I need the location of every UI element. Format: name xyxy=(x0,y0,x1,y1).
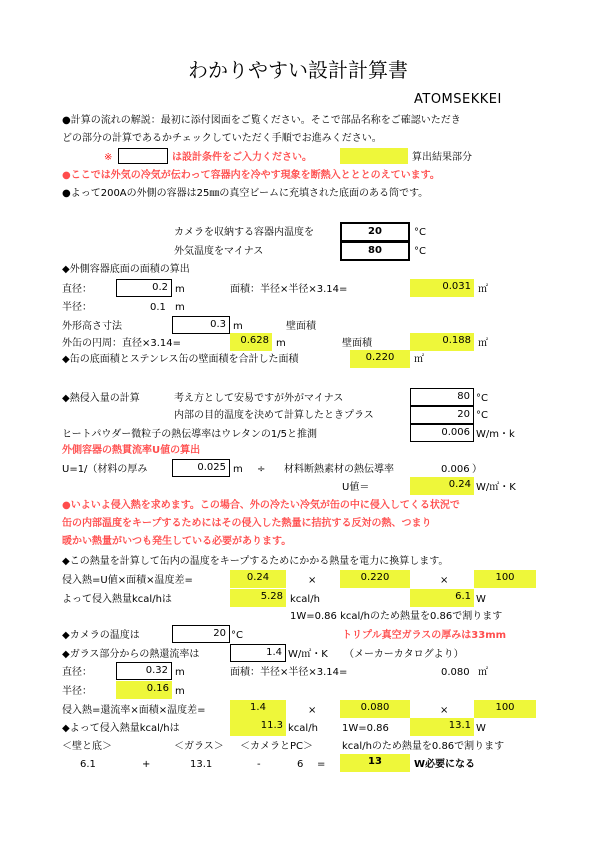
outer-temp-field[interactable]: 80 xyxy=(410,388,474,406)
legend-input-sample xyxy=(118,148,168,164)
legend-result-text: 算出結果部分 xyxy=(412,152,472,163)
wall-area-unit: ㎡ xyxy=(478,338,488,349)
intrusion-note-1: ●いよいよ侵入熱を求めます。この場合、外の冷たい冷気が缶の中に侵入してくる状況で xyxy=(62,500,460,511)
calc2-times-1: × xyxy=(308,705,317,716)
radius-unit: m xyxy=(175,302,185,313)
camera-temp-unit: °C xyxy=(231,630,243,641)
intrusion-note-3: 暖かい熱量がいつも発生している必要があります。 xyxy=(62,536,292,547)
calc1-dt: 100 xyxy=(474,570,536,588)
calc1-kcal: 5.28 xyxy=(230,589,286,607)
wall-area-heading: 壁面積 xyxy=(286,321,316,332)
u-value-result: 0.24 xyxy=(410,477,474,495)
inner-temp-unit: °C xyxy=(414,227,426,238)
calc2-conversion: 1W=0.86 xyxy=(342,723,389,734)
glass-area-value: 0.080 xyxy=(441,667,470,678)
intro-line-2: どの部分の計算であるかチェックしていただく手順でお進みください。 xyxy=(62,133,382,144)
calc2-kcal: 11.3 xyxy=(230,718,286,736)
camera-temp-label: ◆カメラの温度は xyxy=(62,630,140,641)
area-heading: ◆外側容器底面の面積の算出 xyxy=(62,264,190,275)
conductivity-note: ヒートパウダー微粒子の熱伝導率はウレタンの1/5と推測 xyxy=(62,429,317,440)
wall-area-result: 0.188 xyxy=(410,333,474,351)
summary-camera-header: ＜カメラとPC＞ xyxy=(240,741,314,752)
diameter-label: 直径： xyxy=(62,284,92,295)
material-label: 材料断熱素材の熱伝導率 xyxy=(284,464,394,475)
red-note: ●ここでは外気の冷気が伝わって容器内を冷やす現象を断熱入とととのえています。 xyxy=(62,170,440,181)
glass-radius-unit: m xyxy=(175,686,185,697)
glass-diameter-input[interactable]: 0.32 xyxy=(116,662,172,680)
calc1-area: 0.220 xyxy=(340,570,410,588)
divide-sign: ÷ xyxy=(257,464,266,475)
bottom-area-result: 0.031 xyxy=(410,279,474,297)
u-formula: U=1/（材料の厚み xyxy=(62,464,148,475)
calc2-result-label: ◆よって侵入熱量kcal/hは xyxy=(62,723,180,734)
outer-temp-unit: °C xyxy=(414,246,426,257)
calc2-kcal-unit: kcal/h xyxy=(288,723,318,734)
summary-glass-header: ＜ガラス＞ xyxy=(174,741,224,752)
glass-heading: ◆ガラス部分からの熱還流率は xyxy=(62,649,200,660)
total-area-result: 0.220 xyxy=(350,350,410,368)
height-input[interactable]: 0.3 xyxy=(172,316,230,334)
glass-area-formula: 面積：半径×半径×3.14= xyxy=(230,667,348,678)
radius-label: 半径： xyxy=(62,302,92,313)
u-value-label: U値＝ xyxy=(342,482,370,493)
bottom-area-unit: ㎡ xyxy=(478,284,488,295)
thickness-input[interactable]: 0.025 xyxy=(172,459,230,477)
inner-temp-field[interactable]: 20 xyxy=(410,406,474,424)
bottom-area-formula: 面積：半径×半径×3.14= xyxy=(230,284,348,295)
outer-temp-input[interactable]: 80 xyxy=(340,241,410,261)
glass-intrusion-formula: 侵入熱=還流率×面積×温度差= xyxy=(62,705,206,716)
diameter-input[interactable]: 0.2 xyxy=(116,279,172,297)
glass-k-input[interactable]: 1.4 xyxy=(230,644,286,662)
summary-result: W必要になる xyxy=(414,759,476,770)
material-value: 0.006 xyxy=(441,464,470,475)
radius-value: 0.1 xyxy=(150,302,166,313)
legend-input-text: は設計条件をご入力ください。 xyxy=(172,152,312,163)
height-unit: m xyxy=(233,321,243,332)
case-description: ●よって200Aの外側の容器は25㎜の真空ビームに充填された底面のある筒です。 xyxy=(62,188,429,199)
circumference-result: 0.628 xyxy=(230,333,272,351)
conductivity-unit: W/m・k xyxy=(476,429,515,440)
calc2-dt: 100 xyxy=(474,700,536,718)
wall-area-label: 壁面積 xyxy=(342,338,372,349)
summary-total: 13 xyxy=(340,754,410,772)
glass-radius-label: 半径： xyxy=(62,686,92,697)
u-value-unit: W/㎡・K xyxy=(476,482,516,493)
intrusion-formula: 侵入熱=U値×面積×温度差= xyxy=(62,575,193,586)
calc1-watt: 6.1 xyxy=(410,589,474,607)
camera-temp-input[interactable]: 20 xyxy=(172,625,230,643)
outer-temp-label: 外気温度をマイナス xyxy=(174,246,264,257)
calc1-times-1: × xyxy=(308,575,317,586)
legend-mark: ※ xyxy=(104,152,113,163)
calc1-u: 0.24 xyxy=(230,570,286,588)
conversion-note: 1W=0.86 kcal/hのため熱量を0.86で割ります xyxy=(290,611,503,622)
close-paren: ） xyxy=(472,464,482,475)
company-name: ATOMSEKKEI xyxy=(414,92,502,107)
power-heading: ◆この熱量を計算して缶内の温度をキープするためにかかる熱量を電力に換算します。 xyxy=(62,556,449,567)
diameter-unit: m xyxy=(175,284,185,295)
height-label: 外形高さ寸法 xyxy=(62,321,122,332)
total-area-label: ◆缶の底面積とステンレス缶の壁面積を合計した面積 xyxy=(62,354,299,365)
summary-minus: - xyxy=(257,759,261,770)
total-area-unit: ㎡ xyxy=(414,354,424,365)
glass-diameter-unit: m xyxy=(175,667,185,678)
u-value-title: 外側容器の熱貫流率U値の算出 xyxy=(62,445,201,456)
outer-temp-field-unit: °C xyxy=(476,393,488,404)
glass-area-unit: ㎡ xyxy=(478,667,488,678)
thickness-unit: m xyxy=(233,464,243,475)
calc2-k: 1.4 xyxy=(230,700,286,718)
calc1-kcal-unit: kcal/h xyxy=(290,594,320,605)
intrusion-note-2: 缶の内部温度をキープするためにはその侵入した熱量に拮抗する反対の熱、つまり xyxy=(62,518,432,529)
summary-glass-value: 13.1 xyxy=(190,759,213,770)
inner-temp-field-unit: °C xyxy=(476,410,488,421)
inner-temp-label: カメラを収納する容器内温度を xyxy=(174,227,314,238)
intro-line-1: ●計算の流れの解説：最初に添付図面をご覧ください。そこで部品名称をご確認いただき xyxy=(62,115,461,126)
summary-plus: + xyxy=(142,759,151,770)
glass-source: （メーカーカタログより） xyxy=(344,649,464,660)
calc1-result-label: よって侵入熱量kcal/hは xyxy=(62,594,172,605)
conductivity-field[interactable]: 0.006 xyxy=(410,424,474,442)
summary-equals: = xyxy=(317,759,326,770)
outer-temp-note: 考え方として安易ですが外がマイナス xyxy=(174,393,344,404)
page-title: わかりやすい設計計算書 xyxy=(188,58,408,82)
calc2-times-2: × xyxy=(440,705,449,716)
glass-thickness-note: トリプル真空ガラスの厚みは33mm xyxy=(342,630,507,641)
summary-note: kcal/hのため熱量を0.86で割ります xyxy=(342,741,505,752)
inner-temp-note: 内部の目的温度を決めて計算したときプラス xyxy=(174,410,374,421)
glass-radius-result: 0.16 xyxy=(116,681,172,699)
calc2-watt: 13.1 xyxy=(410,718,474,736)
legend-result-sample xyxy=(340,148,408,164)
glass-diameter-label: 直径： xyxy=(62,667,92,678)
glass-k-unit: W/㎡・K xyxy=(288,649,328,660)
heat-heading: ◆熱侵入量の計算 xyxy=(62,393,140,404)
circumference-label: 外缶の円周：直径×3.14= xyxy=(62,338,182,349)
calc2-area: 0.080 xyxy=(340,700,410,718)
summary-wall-header: ＜壁と底＞ xyxy=(62,741,112,752)
calc1-times-2: × xyxy=(440,575,449,586)
circumference-unit: m xyxy=(276,338,286,349)
summary-wall-value: 6.1 xyxy=(80,759,96,770)
inner-temp-input[interactable]: 20 xyxy=(340,222,410,242)
summary-camera-value: 6 xyxy=(297,759,304,770)
calc2-watt-unit: W xyxy=(476,723,486,734)
calc1-watt-unit: W xyxy=(476,594,486,605)
